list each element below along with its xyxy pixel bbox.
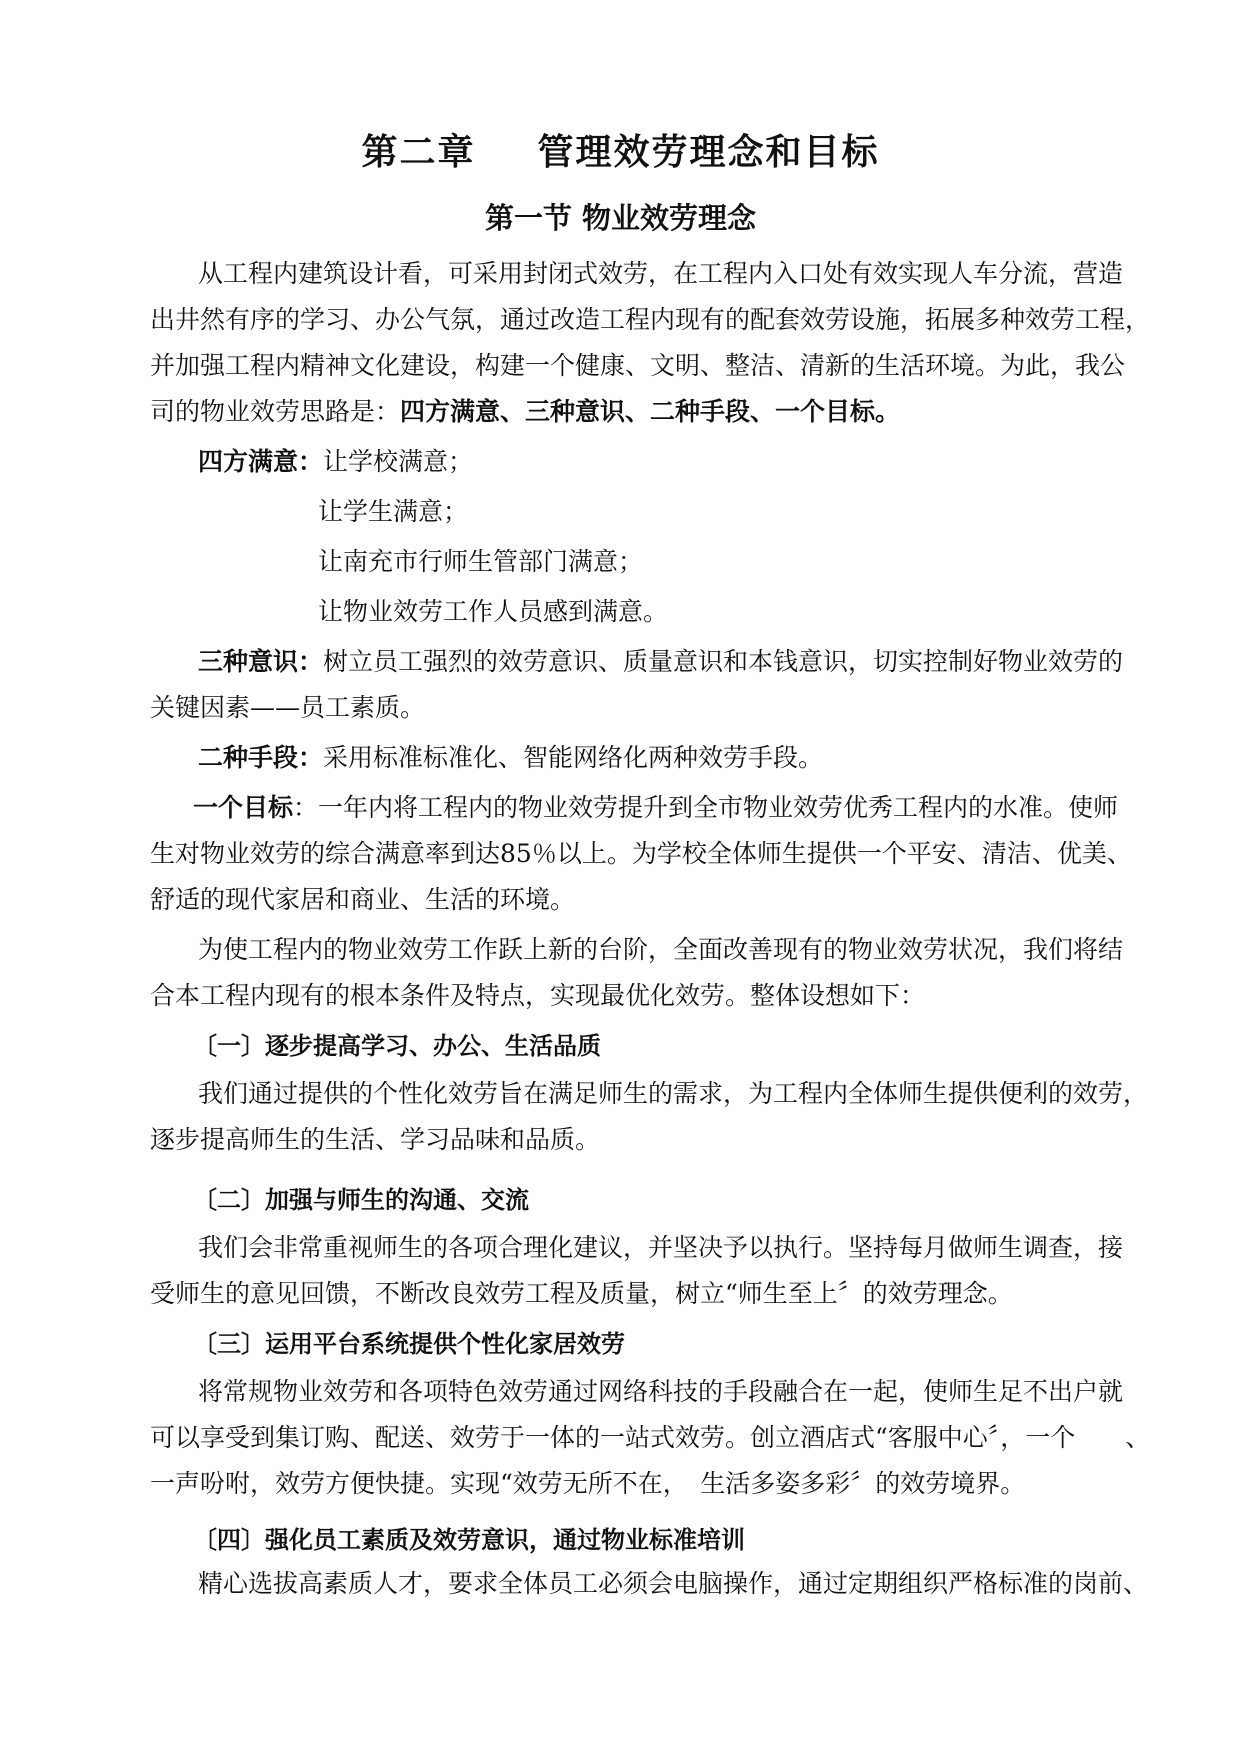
item3-line-2: 可以享受到集订购、配送、效劳于一体的一站式效劳。创立酒店式“客服中心〞，一个 、 [150,1423,1151,1452]
two-means-label: 二种手段： [198,743,324,772]
three-awareness-row [198,646,1123,678]
item2-heading: 〔二〕加强与师生的沟通、交流 [193,1186,529,1214]
intro-line-1: 从工程内建筑设计看，可采用封闭式效劳，在工程内入口处有效实现人车分流，营造 [198,259,1124,288]
one-goal-label: 一个目标 [193,793,294,822]
plan-line-2: 合本工程内现有的根本条件及特点，实现最优化效劳。整体设想如下： [150,981,926,1010]
four-satisfaction-row [198,446,473,478]
item1-heading: 〔一〕逐步提高学习、办公、生活品质 [193,1032,601,1060]
item2-line-2: 受师生的意见回馈，不断改良效劳工程及质量，树立“师生至上〞的效劳理念。 [150,1279,1013,1308]
item1-line-2: 逐步提高师生的生活、学习品味和品质。 [150,1125,601,1154]
chapter-name: 管理效劳理念和目标 [537,132,880,173]
one-goal-row [193,792,1118,824]
intro-line-3: 并加强工程内精神文化建设，构建一个健康、文明、整洁、清新的生活环境。为此，我公 [150,351,1126,380]
item4-line-1: 精心选拔高素质人才，要求全体员工必须会电脑操作，通过定期组织严格标准的岗前、 [198,1569,1149,1598]
item2-line-1: 我们会非常重视师生的各项合理化建议，并坚决予以执行。坚持每月做师生调查，接 [198,1233,1124,1262]
three-awareness-label: 三种意识： [198,647,324,676]
item3-line-3: 一声吩咐，效劳方便快捷。实现“效劳无所不在， 生活多姿多彩〞的效劳境界。 [150,1469,1026,1498]
four-satisfaction-item-1: 让学校满意； [323,447,474,476]
section-title: 第一节 物业效劳理念 [484,201,757,235]
intro-line-4-bold: 四方满意、三种意识、二种手段、一个目标。 [400,397,901,426]
four-satisfaction-item-2: 让学生满意； [318,497,469,526]
intro-line-4-plain: 司的物业效劳思路是： [150,397,401,426]
item1-line-1: 我们通过提供的个性化效劳旨在满足师生的需求，为工程内全体师生提供便利的效劳， [198,1079,1149,1108]
one-goal-text-3: 舒适的现代家居和商业、生活的环境。 [150,885,576,914]
item4-heading: 〔四〕强化员工素质及效劳意识，通过物业标准培训 [193,1526,745,1554]
intro-line-2: 出井然有序的学习、办公气氛，通过改造工程内现有的配套效劳设施，拓展多种效劳工程， [150,305,1151,334]
four-satisfaction-item-3: 让南充市行师生管部门满意； [318,547,644,576]
four-satisfaction-label: 四方满意： [198,447,324,476]
item3-heading: 〔三〕运用平台系统提供个性化家居效劳 [193,1330,625,1358]
one-goal-text-2: 生对物业效劳的综合满意率到达85％以上。为学校全体师生提供一个平安、清洁、优美、 [150,839,1132,868]
three-awareness-text-1: 树立员工强烈的效劳意识、质量意识和本钱意识，切实控制好物业效劳的 [323,647,1124,676]
plan-line-1: 为使工程内的物业效劳工作跃上新的台阶，全面改善现有的物业效劳状况，我们将结 [198,935,1124,964]
two-means-row [198,742,823,774]
four-satisfaction-item-4: 让物业效劳工作人员感到满意。 [318,597,669,626]
three-awareness-text-2: 关键因素——员工素质。 [150,693,426,722]
one-goal-text-1: ：一年内将工程内的物业效劳提升到全市物业效劳优秀工程内的水准。使师 [293,793,1119,822]
two-means-text: 采用标准标准化、智能网络化两种效劳手段。 [323,743,824,772]
item3-line-1: 将常规物业效劳和各项特色效劳通过网络科技的手段融合在一起，使师生足不出户就 [198,1377,1124,1406]
chapter-title [0,124,1241,175]
chapter-number: 第二章 [361,132,476,173]
intro-line-4 [150,396,900,428]
